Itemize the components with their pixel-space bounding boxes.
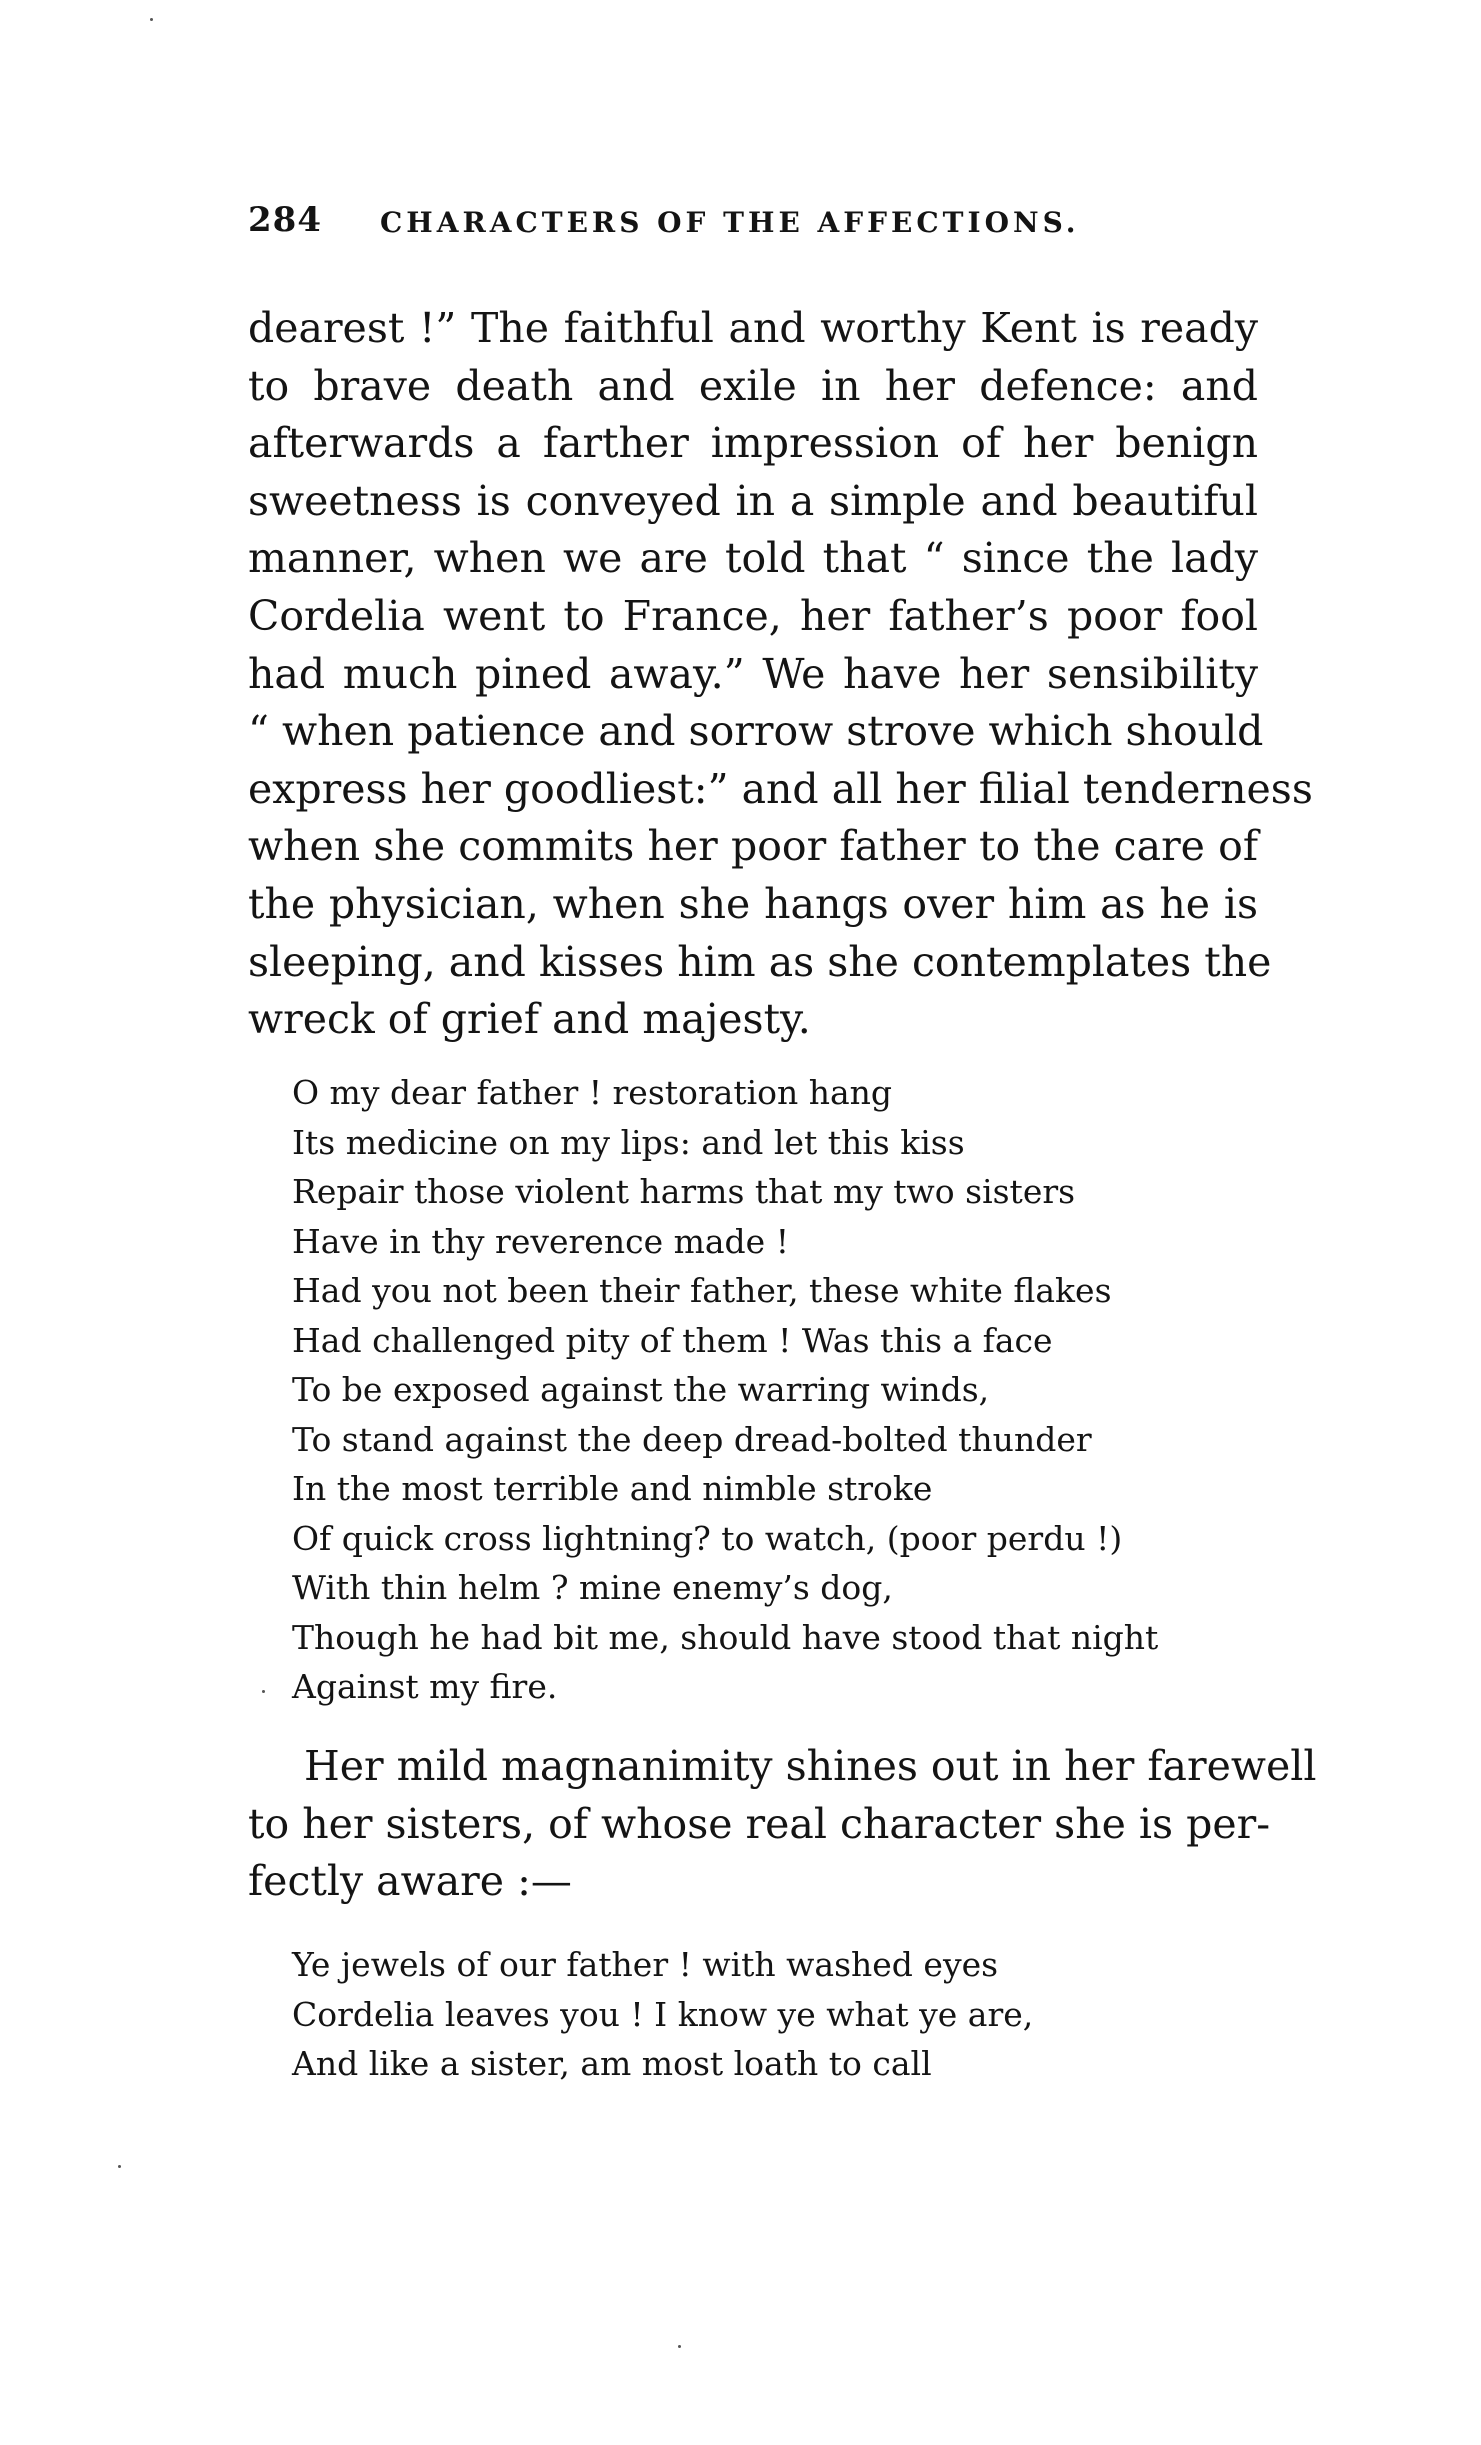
text-line: sleeping, and kisses him as she contemplates the: [248, 937, 1272, 986]
scan-speck: [262, 1690, 265, 1693]
text-line: express her goodliest:” and all her filial tenderness: [248, 764, 1313, 813]
text-line: the physician, when she hangs over him as he is: [248, 879, 1258, 928]
verse-line: Repair those violent harms that my two sisters: [292, 1172, 1076, 1211]
verse-line: Against my fire.: [292, 1667, 558, 1706]
verse-line: Ye jewels of our father ! with washed eyes: [292, 1945, 999, 1984]
verse-line: And like a sister, am most loath to call: [292, 2044, 932, 2083]
verse-line: Have in thy reverence made !: [292, 1221, 789, 1261]
text-line: dearest !” The faithful and worthy Kent is ready: [248, 304, 1258, 352]
verse-line: Had you not been their father, these white flakes: [292, 1271, 1112, 1310]
verse-line: Of quick cross lightning? to watch, (poor perdu !): [292, 1518, 1123, 1558]
text-line: to her sisters, of whose real character she is per-: [248, 1799, 1271, 1848]
text-line: when she commits her poor father to the care of: [248, 822, 1258, 871]
verse-line: Though he had bit me, should have stood that night: [292, 1617, 1159, 1657]
running-head: CHARACTERS OF THE AFFECTIONS.: [380, 206, 1080, 239]
verse-2: [292, 1940, 1252, 2089]
page-header: [248, 200, 1308, 260]
text-line: to brave death and exile in her defence: and: [248, 361, 1258, 410]
text-line: wreck of grief and majesty.: [248, 995, 811, 1044]
text-line: afterwards a farther impression of her benign: [248, 419, 1258, 468]
verse-line: Had challenged pity of them ! Was this a face: [292, 1320, 1053, 1360]
verse-line: With thin helm ? mine enemy’s dog,: [292, 1568, 893, 1607]
verse-line: To stand against the deep dread-bolted thunder: [292, 1419, 1092, 1459]
text-line: “ when patience and sorrow strove which should: [248, 707, 1264, 756]
paragraph-1: [248, 300, 1313, 1049]
verse-line: In the most terrible and nimble stroke: [292, 1469, 933, 1508]
text-line: Cordelia went to France, her father’s poor fool: [248, 591, 1258, 640]
scan-speck: [118, 2165, 121, 2168]
text-line: Her mild magnanimity shines out in her farewell: [304, 1742, 1317, 1790]
page-number: 284: [248, 200, 322, 240]
text-line: fectly aware :—: [248, 1857, 572, 1906]
verse-line: To be exposed against the warring winds,: [292, 1370, 990, 1409]
verse-1: [292, 1068, 1252, 1712]
verse-line: Its medicine on my lips: and let this kiss: [292, 1122, 965, 1162]
text-line: had much pined away.” We have her sensibility: [248, 649, 1258, 698]
scan-speck: [150, 18, 153, 21]
verse-line: Cordelia leaves you ! I know ye what ye are,: [292, 1994, 1034, 2034]
text-line: sweetness is conveyed in a simple and beautiful: [248, 476, 1258, 525]
scan-speck: [678, 2345, 681, 2348]
paragraph-2: [248, 1738, 1317, 1911]
text-line: manner, when we are told that “ since the lady: [248, 534, 1258, 583]
verse-line: O my dear father ! restoration hang: [292, 1073, 893, 1112]
